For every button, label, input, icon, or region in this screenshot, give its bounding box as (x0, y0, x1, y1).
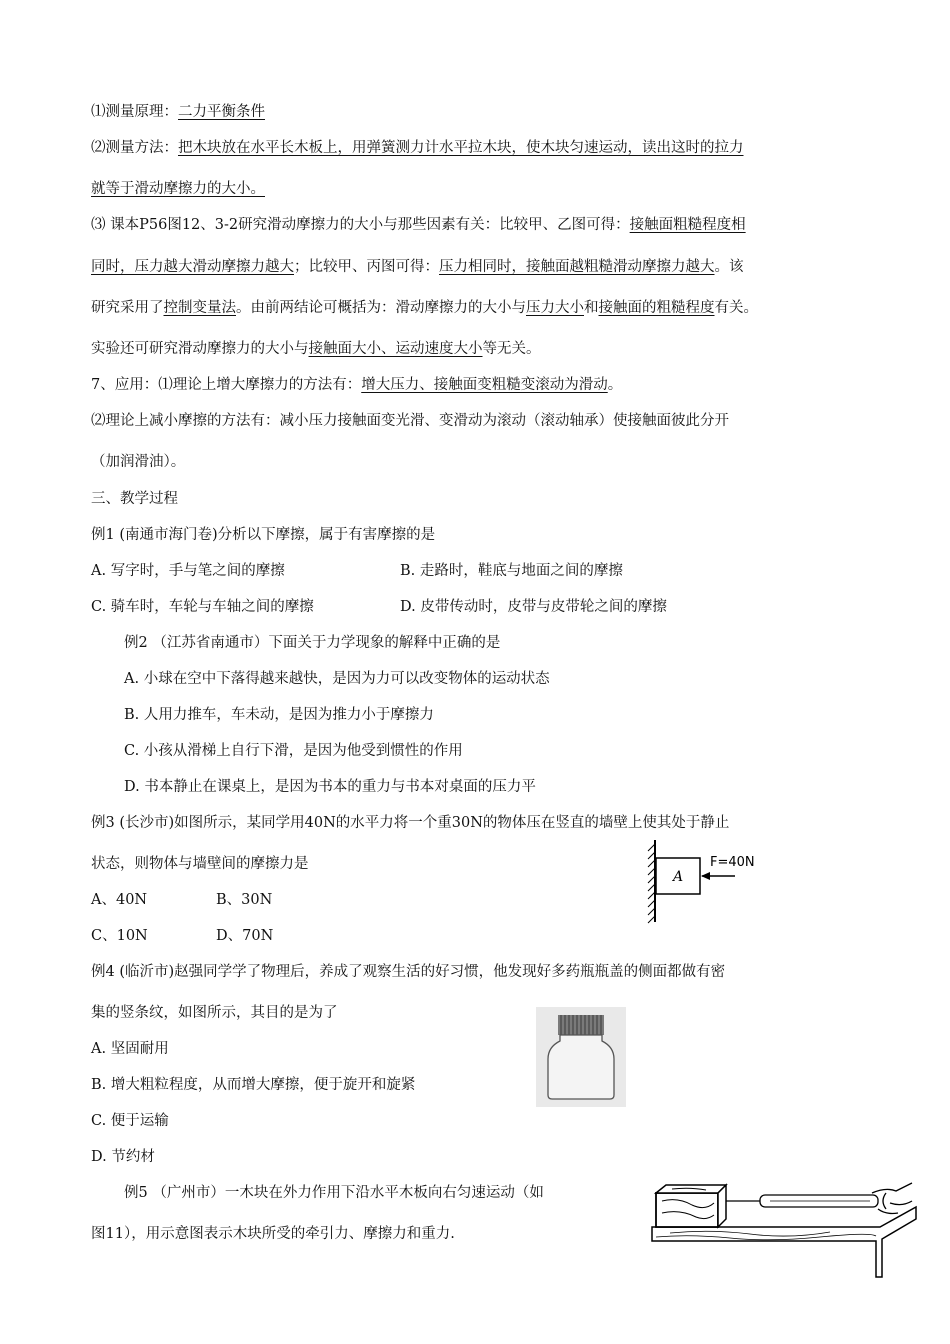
example1-option-d: D. 皮带传动时，皮带与皮带轮之间的摩擦 (400, 599, 667, 615)
factors-text-m: 有关。 (714, 300, 758, 316)
method-prefix: ⑵测量方法： (91, 140, 178, 156)
factors-answer-b: 接触面粗糙程度相 (629, 217, 746, 233)
factors-text-g: 研究采用了 (91, 300, 164, 316)
example4-option-c: C. 便于运输 (91, 1113, 169, 1129)
factors-text-p: 等无关。 (482, 341, 541, 357)
example2-option-d: D. 书本静止在课桌上，是因为书本的重力与书本对桌面的压力平 (124, 779, 536, 795)
reduce-friction-line-2: （加润滑油）。 (91, 454, 186, 470)
factors-answer-o: 接触面大小、运动速度大小 (308, 341, 483, 357)
example4-question-2: 集的竖条纹，如图所示，其目的是为了 (91, 1005, 338, 1021)
example4-option-a: A. 坚固耐用 (91, 1041, 169, 1057)
example3-option-b: B、30N (216, 892, 273, 908)
example3-question-2: 状态，则物体与墙壁间的摩擦力是 (91, 856, 309, 872)
application-line (91, 375, 622, 395)
wall-block-figure (640, 836, 770, 926)
application-suffix: 。 (607, 377, 623, 393)
factors-text-a: ⑶ 课本P56图12、3-2研究滑动摩擦力的大小与那些因素有关：比较甲、乙图可得： (91, 217, 630, 233)
factors-line-2 (91, 257, 744, 277)
example2-question: 例2 （江苏省南通市）下面关于力学现象的解释中正确的是 (124, 635, 501, 651)
factors-text-d: ；比较甲、丙图可得： (294, 259, 439, 275)
example4-option-b: B. 增大粗粒程度，从而增大摩擦，便于旋开和旋紧 (91, 1077, 416, 1093)
reduce-friction-line-1: ⑵理论上减小摩擦的方法有：减小压力接触面变光滑、变滑动为滚动（滚动轴承）使接触面彼此分开 (91, 413, 729, 429)
example3-option-d: D、70N (216, 928, 274, 944)
factors-line-4 (91, 339, 541, 359)
example1-option-b: B. 走路时，鞋底与地面之间的摩擦 (400, 563, 623, 579)
block-label: A (672, 869, 684, 885)
example3-question-1: 例3 (长沙市)如图所示，某同学用40N的水平力将一个重30N的物体压在竖直的墙壁上使其处于静止 (91, 815, 730, 831)
example1-question: 例1 (南通市海门卷)分析以下摩擦，属于有害摩擦的是 (91, 527, 436, 543)
factors-line-3 (91, 298, 758, 318)
method-line-1 (91, 138, 744, 158)
force-label: F=40N (710, 855, 755, 870)
example5-question-1: 例5 （广州市）一木块在外力作用下沿水平木板向右匀速运动（如 (124, 1185, 544, 1201)
method-line-2 (91, 179, 265, 199)
principle-line (91, 102, 265, 122)
section-heading: 三、教学过程 (91, 491, 178, 507)
block-on-board-figure (650, 1167, 920, 1282)
medicine-bottle-figure (536, 1007, 626, 1107)
factors-line-1 (91, 215, 746, 235)
factors-answer-e: 压力相同时，接触面越粗糙滑动摩擦力越大 (439, 259, 715, 275)
example1-option-c: C. 骑车时，车轮与车轴之间的摩擦 (91, 599, 314, 615)
principle-prefix: ⑴测量原理： (91, 104, 178, 120)
application-answer: 增大压力、接触面变粗糙变滚动为滑动 (361, 377, 608, 393)
method-answer-1: 把木块放在水平长木板上，用弹簧测力计水平拉木块，使木块匀速运动，读出这时的拉力 (178, 140, 744, 156)
factors-text-n: 实验还可研究滑动摩擦力的大小与 (91, 341, 309, 357)
method-answer-2: 就等于滑动摩擦力的大小。 (91, 181, 265, 197)
factors-answer-l: 接触面的粗糙程度 (598, 300, 715, 316)
example3-option-c: C、10N (91, 928, 148, 944)
factors-text-f: 。该 (714, 259, 744, 275)
factors-answer-h: 控制变量法 (163, 300, 236, 316)
example2-option-c: C. 小孩从滑梯上自行下滑，是因为他受到惯性的作用 (124, 743, 463, 759)
factors-answer-c: 同时，压力越大滑动摩擦力越大 (91, 259, 294, 275)
example3-option-a: A、40N (91, 892, 148, 908)
example1-option-a: A. 写字时，手与笔之间的摩擦 (91, 563, 285, 579)
application-prefix: 7、应用：⑴理论上增大摩擦力的方法有： (91, 377, 362, 393)
example2-option-a: A. 小球在空中下落得越来越快，是因为力可以改变物体的运动状态 (124, 671, 550, 687)
example2-option-b: B. 人用力推车，车未动，是因为推力小于摩擦力 (124, 707, 434, 723)
example4-option-d: D. 节约材 (91, 1149, 155, 1165)
factors-answer-j: 压力大小 (526, 300, 584, 316)
example5-question-2: 图11），用示意图表示木块所受的牵引力、摩擦力和重力. (91, 1226, 455, 1242)
principle-answer: 二力平衡条件 (178, 104, 265, 120)
example4-question-1: 例4 (临沂市)赵强同学学了物理后，养成了观察生活的好习惯，他发现好多药瓶瓶盖的侧面都做有密 (91, 964, 726, 980)
factors-text-i: 。由前两结论可概括为：滑动摩擦力的大小与 (236, 300, 526, 316)
factors-text-k: 和 (584, 300, 599, 316)
